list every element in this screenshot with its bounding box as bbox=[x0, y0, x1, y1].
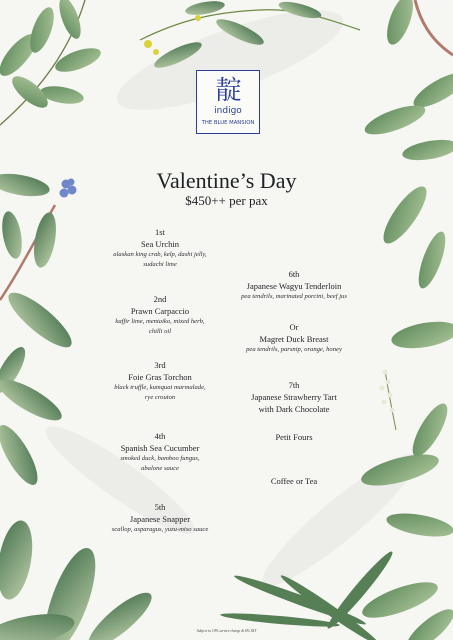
course-item bbox=[220, 268, 368, 321]
course-description: smoked duck, bamboo fungus, bbox=[120, 455, 200, 462]
logo-glyph: 靛 bbox=[215, 76, 241, 106]
course-name: Japanese Snapper bbox=[129, 514, 191, 524]
course-name: Petit Fours bbox=[275, 432, 313, 442]
course-description: abalone sauce bbox=[141, 465, 179, 472]
course-description: chilli oil bbox=[148, 328, 172, 335]
course-description: rye crouton bbox=[144, 394, 176, 401]
course-item bbox=[220, 475, 368, 487]
course-item bbox=[88, 430, 232, 501]
service-charge-note: Subject to 10% service charge & 6% SST bbox=[196, 629, 257, 633]
course-description: sudachi lime bbox=[143, 261, 177, 268]
menu-price: $450++ per pax bbox=[185, 193, 268, 208]
brand-subtitle: THE BLUE MANSION bbox=[201, 120, 255, 126]
course-name: Prawn Carpaccio bbox=[130, 306, 190, 316]
course-item bbox=[220, 321, 368, 379]
course-description: alaskan king crab, kelp, dashi jelly, bbox=[113, 251, 207, 258]
menu-column-left bbox=[88, 226, 232, 535]
brand-logo bbox=[196, 70, 260, 134]
course-number: 4th bbox=[154, 431, 166, 441]
course-item bbox=[88, 293, 232, 359]
course-name: Coffee or Tea bbox=[270, 476, 318, 486]
course-number: Or bbox=[289, 322, 299, 332]
course-number: 2nd bbox=[153, 294, 167, 304]
course-name: Japanese Wagyu Tenderloin bbox=[246, 281, 342, 291]
course-description: pea tendrils, marinated porcini, beef jus bbox=[241, 293, 347, 300]
course-name: Sea Urchin bbox=[140, 239, 179, 249]
course-name: Spanish Sea Cucumber bbox=[120, 443, 200, 453]
course-name-continued: with Dark Chocolate bbox=[258, 404, 330, 414]
course-description: scallop, asparagus, yuzu-miso sauce bbox=[111, 526, 209, 533]
course-name: Magret Duck Breast bbox=[259, 334, 329, 344]
course-item bbox=[220, 431, 368, 475]
course-item bbox=[88, 501, 232, 535]
course-description: pea tendrils, parsnip, orange, honey bbox=[246, 346, 342, 353]
brand-name: indigo bbox=[214, 106, 242, 116]
course-number: 6th bbox=[288, 269, 300, 279]
course-item bbox=[88, 226, 232, 293]
menu-title: Valentine’s Day bbox=[156, 168, 297, 193]
course-item bbox=[88, 359, 232, 430]
course-number: 5th bbox=[154, 502, 166, 512]
course-description: kaffir lime, mentaiko, mixed herb, bbox=[115, 318, 205, 325]
menu-column-right bbox=[220, 268, 368, 487]
course-number: 1st bbox=[155, 227, 165, 237]
course-name: Japanese Strawberry Tart bbox=[251, 392, 337, 402]
course-description: black truffle, kumquat marmalade, bbox=[114, 384, 206, 391]
course-number: 7th bbox=[288, 380, 300, 390]
course-item bbox=[220, 379, 368, 431]
course-number: 3rd bbox=[154, 360, 166, 370]
course-name: Foie Gras Torchon bbox=[128, 372, 192, 382]
